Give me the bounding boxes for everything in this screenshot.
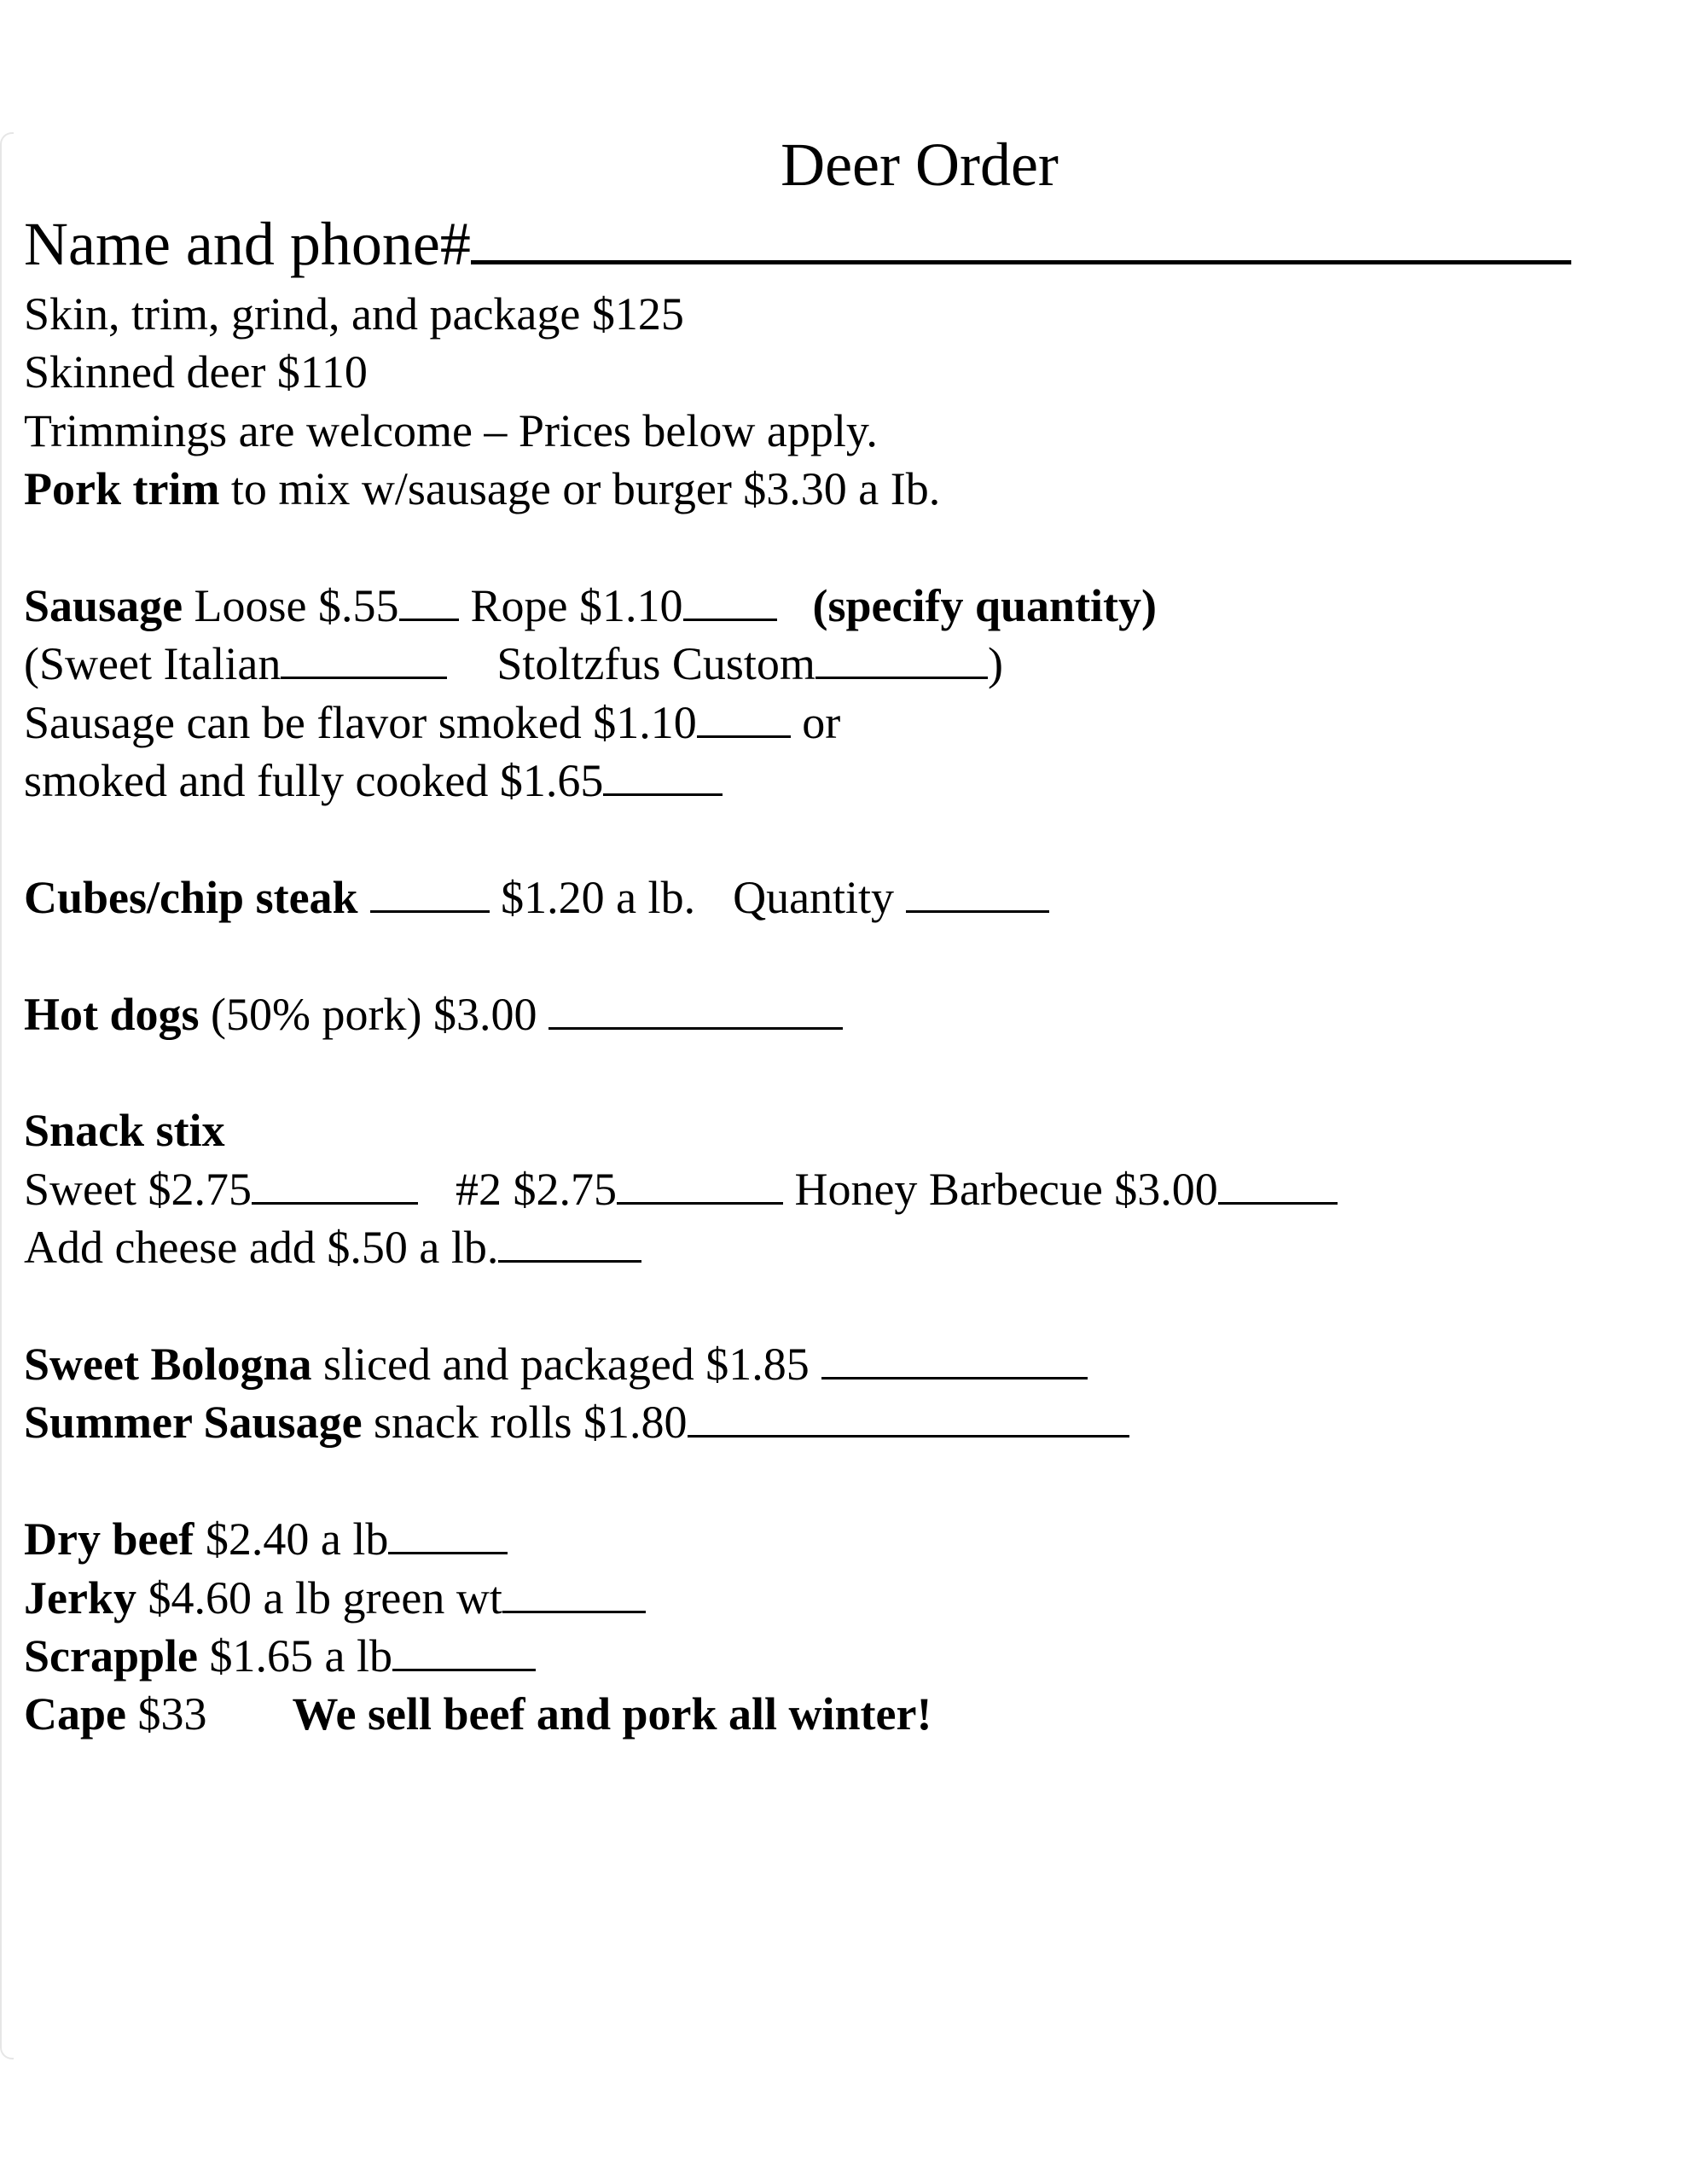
snack-stix-heading xyxy=(24,1101,1338,1159)
sausage-line xyxy=(24,577,1338,635)
bologna-line xyxy=(24,1335,1338,1393)
sausage-rope-text: Rope $1.10 xyxy=(470,579,683,631)
dry-beef-label: Dry beef xyxy=(24,1513,194,1565)
snack-two-blank[interactable] xyxy=(617,1165,783,1205)
jerky-text: $4.60 a lb green wt xyxy=(136,1571,502,1623)
winter-note: We sell beef and pork all winter! xyxy=(292,1688,932,1740)
cape-text: $33 xyxy=(126,1688,207,1740)
name-phone-blank[interactable] xyxy=(471,251,1571,264)
summer-sausage-blank[interactable] xyxy=(688,1398,1129,1438)
spacer xyxy=(24,1043,1338,1101)
or-text: or xyxy=(790,696,841,748)
cape-line xyxy=(24,1685,1338,1743)
specify-quantity-note: (specify quantity) xyxy=(812,579,1158,631)
summer-sausage-line xyxy=(24,1393,1338,1451)
hot-dogs-label: Hot dogs xyxy=(24,988,200,1040)
jerky-blank[interactable] xyxy=(502,1573,646,1612)
cubes-label: Cubes/chip steak xyxy=(24,871,358,923)
cheese-blank[interactable] xyxy=(498,1223,641,1263)
scrapple-line xyxy=(24,1627,1338,1685)
page-border xyxy=(0,132,14,2059)
skin-trim-line: Skin, trim, grind, and package $125 xyxy=(24,288,684,340)
stoltzfus-blank[interactable] xyxy=(815,640,988,679)
summer-sausage-label: Summer Sausage xyxy=(24,1397,363,1449)
cubes-blank[interactable] xyxy=(370,874,490,913)
flavor-smoked-blank[interactable] xyxy=(697,699,791,738)
snack-stix-line xyxy=(24,1160,1338,1218)
fully-cooked-line xyxy=(24,752,1338,810)
bologna-text: sliced and packaged $1.85 xyxy=(311,1339,810,1391)
pork-trim-line xyxy=(24,460,1338,518)
flavor-smoked-line xyxy=(24,694,1338,752)
sausage-rope-blank[interactable] xyxy=(683,582,777,621)
dry-beef-line xyxy=(24,1510,1338,1568)
snack-stix-label: Snack stix xyxy=(24,1105,225,1157)
cubes-quantity-label: Quantity xyxy=(733,871,895,923)
page-title: Deer Order xyxy=(781,131,1059,199)
sausage-label: Sausage xyxy=(24,579,183,631)
bologna-blank[interactable] xyxy=(821,1340,1088,1380)
snack-honey-blank[interactable] xyxy=(1218,1165,1338,1205)
cubes-quantity-blank[interactable] xyxy=(906,874,1049,913)
cheese-text: Add cheese add $.50 a lb. xyxy=(24,1222,499,1274)
snack-sweet-text: Sweet $2.75 xyxy=(24,1163,252,1215)
scrapple-label: Scrapple xyxy=(24,1629,199,1682)
sausage-flavor-line xyxy=(24,635,1338,693)
pork-trim-text: to mix w/sausage or burger $3.30 a Ib. xyxy=(219,463,941,515)
cape-label: Cape xyxy=(24,1688,126,1740)
close-paren: ) xyxy=(987,638,1003,690)
pork-trim-label: Pork trim xyxy=(24,463,220,515)
hot-dogs-line xyxy=(24,985,1338,1043)
cheese-line xyxy=(24,1218,1338,1276)
scrapple-blank[interactable] xyxy=(392,1632,536,1671)
sweet-italian-text: (Sweet Italian xyxy=(24,638,282,690)
bologna-label: Sweet Bologna xyxy=(24,1339,312,1391)
snack-honey-text: Honey Barbecue $3.00 xyxy=(782,1163,1218,1215)
sausage-loose-text: Loose $.55 xyxy=(183,579,399,631)
snack-two-text: #2 $2.75 xyxy=(455,1163,617,1215)
order-form-body xyxy=(24,285,1338,1744)
scrapple-text: $1.65 a lb xyxy=(198,1629,392,1682)
sausage-loose-blank[interactable] xyxy=(399,582,459,621)
jerky-label: Jerky xyxy=(24,1571,136,1623)
flavor-smoked-text: Sausage can be flavor smoked $1.10 xyxy=(24,696,697,748)
name-phone-field[interactable] xyxy=(24,207,1571,281)
sweet-italian-blank[interactable] xyxy=(281,640,447,679)
dry-beef-blank[interactable] xyxy=(388,1515,508,1554)
spacer xyxy=(24,810,1338,868)
summer-sausage-text: snack rolls $1.80 xyxy=(362,1397,688,1449)
cubes-price-text: $1.20 a lb. xyxy=(489,871,696,923)
jerky-line xyxy=(24,1569,1338,1627)
trimmings-line: Trimmings are welcome – Prices below apply. xyxy=(24,404,878,456)
stoltzfus-text: Stoltzfus Custom xyxy=(496,638,815,690)
spacer xyxy=(24,1277,1338,1335)
cubes-line xyxy=(24,868,1338,926)
hot-dogs-blank[interactable] xyxy=(548,990,843,1030)
dry-beef-text: $2.40 a lb xyxy=(194,1513,389,1565)
skinned-deer-line: Skinned deer $110 xyxy=(24,346,368,398)
spacer xyxy=(24,926,1338,985)
hot-dogs-text: (50% pork) $3.00 xyxy=(199,988,537,1040)
fully-cooked-text: smoked and fully cooked $1.65 xyxy=(24,755,604,807)
name-phone-label: Name and phone# xyxy=(24,210,471,278)
snack-sweet-blank[interactable] xyxy=(252,1165,418,1205)
spacer xyxy=(24,519,1338,577)
spacer xyxy=(24,1452,1338,1510)
fully-cooked-blank[interactable] xyxy=(603,757,723,796)
